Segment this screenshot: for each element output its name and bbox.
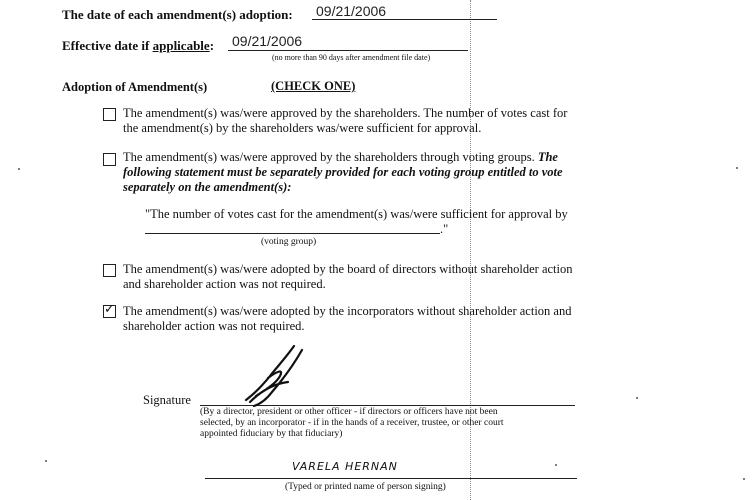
signature-instructions-line2: selected, by an incorporator - if in the hands of a receiver, trustee, or other court [200, 418, 504, 428]
option1-text [123, 106, 643, 136]
option2-line1 [123, 150, 643, 165]
effective-date-value: 09/21/2006 [232, 33, 303, 49]
scan-speck [636, 397, 638, 399]
signature-instructions-line1: (By a director, president or other officer - if directors or officers have not been [200, 407, 498, 417]
voting-statement-text: "The number of votes cast for the amendment(s) was/were sufficient for approval by [145, 207, 568, 221]
option2-line2: following statement must be separately provided for each voting group entitled to vote [123, 165, 563, 179]
checkmark-icon: ✓ [104, 302, 115, 317]
signature-instructions [200, 407, 600, 440]
option1-line1: The amendment(s) was/were approved by the shareholders. The number of votes cast for [123, 106, 568, 120]
scan-speck [18, 168, 20, 170]
scan-speck [743, 478, 745, 480]
effective-date-label-underlined: applicable [152, 38, 210, 53]
scan-speck [45, 460, 47, 462]
voting-group-label: (voting group) [261, 237, 317, 247]
effective-date-note: (no more than 90 days after amendment file date) [272, 53, 431, 62]
effective-date-label-suffix: : [209, 38, 215, 53]
option1-line2: the amendment(s) by the shareholders was/were sufficient for approval. [123, 121, 482, 135]
option4-line1: The amendment(s) was/were adopted by the incorporators without shareholder action and [123, 304, 572, 318]
adoption-date-value: 09/21/2006 [316, 3, 387, 19]
voting-group-line [145, 233, 440, 234]
option2-line3: separately on the amendment(s): [123, 180, 292, 194]
scan-speck [555, 464, 557, 466]
check-one-label: (CHECK ONE) [271, 79, 356, 93]
option4-text [123, 304, 643, 334]
option3-line2: and shareholder action was not required. [123, 277, 326, 291]
typed-name-label: (Typed or printed name of person signing) [285, 482, 446, 492]
signature-label: Signature [143, 393, 191, 407]
option3-line1: The amendment(s) was/were adopted by the board of directors without shareholder action [123, 262, 573, 276]
handwritten-signature [232, 342, 342, 412]
adoption-date-line [312, 19, 497, 20]
adoption-section-label: Adoption of Amendment(s) [62, 80, 208, 94]
option2-checkbox[interactable] [103, 153, 116, 166]
option3-checkbox[interactable] [103, 264, 116, 277]
option1-checkbox[interactable] [103, 108, 116, 121]
option4-line2: shareholder action was not required. [123, 319, 305, 333]
option2-text [123, 150, 643, 195]
signature-instructions-line3: appointed fiduciary by that fiduciary) [200, 429, 343, 439]
effective-date-label-prefix: Effective date if [62, 38, 150, 53]
option2-line1-italic: The [537, 150, 558, 164]
adoption-date-label: The date of each amendment(s) adoption: [62, 7, 293, 22]
option3-text [123, 262, 643, 292]
voting-statement-closing: ." [440, 222, 449, 236]
effective-date-label [62, 38, 214, 54]
effective-date-line [228, 50, 468, 51]
option2-line1-text: The amendment(s) was/were approved by the shareholders through voting groups. [123, 150, 535, 164]
scan-speck [736, 167, 738, 169]
option4-checkbox[interactable] [103, 302, 116, 318]
typed-name-line [205, 478, 577, 479]
typed-name-value: VARELA HERNAN [292, 460, 398, 473]
